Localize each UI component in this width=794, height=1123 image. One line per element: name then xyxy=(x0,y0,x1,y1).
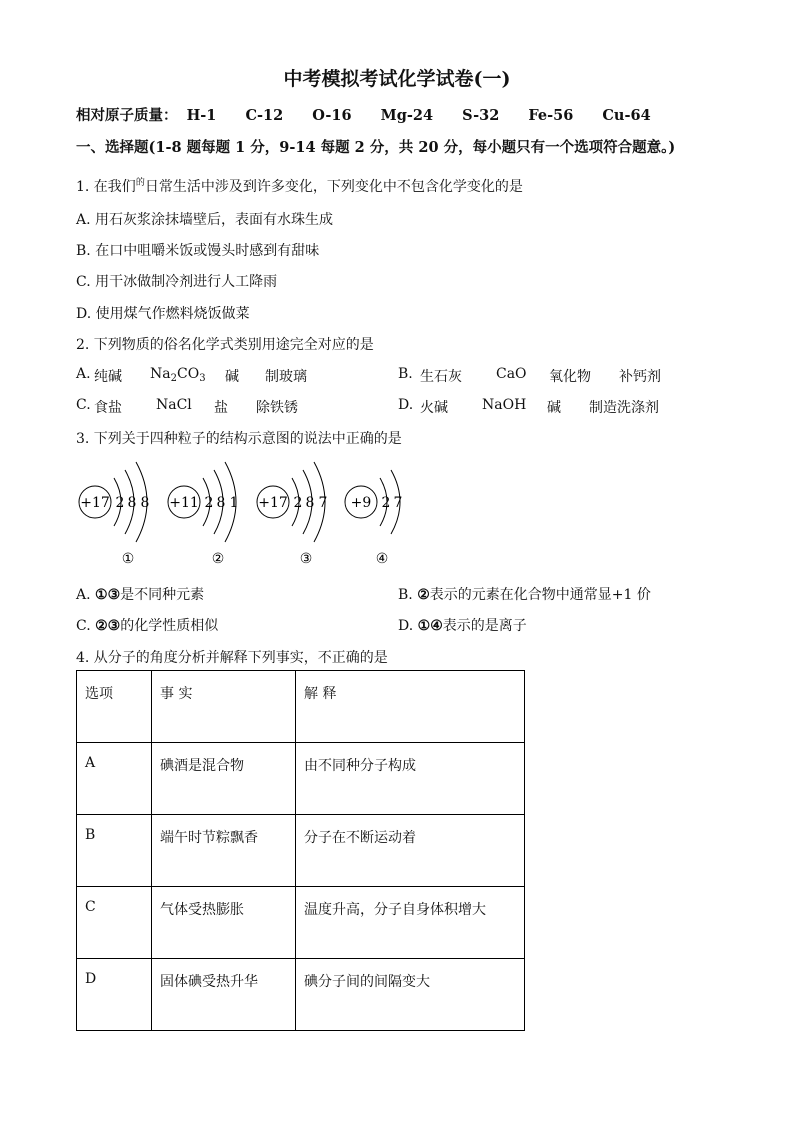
shell-count: 8 xyxy=(216,495,226,511)
atomic-mass-item: Mg-24 xyxy=(380,107,434,124)
shell-count: 7 xyxy=(393,495,403,511)
particle-mark: ① xyxy=(121,551,135,567)
section-heading: 一、选择题(1-8 题每题 1 分，9-14 每题 2 分，共 20 分，每小题只有一个选项符合题意。) xyxy=(76,139,676,156)
nucleus-label: +17 xyxy=(258,495,288,511)
question-1-stem: 1. 在我们$^的$日常生活中涉及到许多变化，下列变化中不包含化学变化的是 xyxy=(76,178,523,195)
q1-option-a: A. 用石灰浆涂抹墙壁后，表面有水珠生成 xyxy=(76,212,334,228)
atomic-mass-item: Fe-56 xyxy=(528,107,574,124)
atomic-mass-item: Cu-64 xyxy=(602,107,651,124)
shell-count: 8 xyxy=(127,495,137,511)
q1-option-c: C. 用干冰做制冷剂进行人工降雨 xyxy=(76,274,278,290)
question-3-stem: 3. 下列关于四种粒子的结构示意图的说法中正确的是 xyxy=(76,431,402,447)
nucleus-label: +17 xyxy=(80,495,110,511)
nucleus-label: +11 xyxy=(169,495,199,511)
question-4-stem: 4. 从分子的角度分析并解释下列事实，不正确的是 xyxy=(76,650,388,666)
q2-option-c: C. 食盐 NaCl 盐 除铁锈 xyxy=(76,397,298,416)
q1-option-b: B. 在口中咀嚼米饭或馒头时感到有甜味 xyxy=(76,243,320,259)
table-cell: A xyxy=(77,743,152,815)
atomic-mass-item: C-12 xyxy=(245,107,284,124)
q3-option-b: B. ②表示的元素在化合物中通常显+1 价 xyxy=(398,587,651,603)
shell-count: 1 xyxy=(229,495,239,511)
table-row xyxy=(77,887,525,959)
table-row xyxy=(77,743,525,815)
q3-option-a: A. ①③是不同种元素 xyxy=(76,587,205,603)
table-row xyxy=(77,815,525,887)
q3-option-c: C. ②③的化学性质相似 xyxy=(76,618,219,634)
table-cell: 固体碘受热升华 xyxy=(152,959,296,1031)
atom-structure-diagrams xyxy=(70,458,430,576)
atomic-mass-label: 相对原子质量： xyxy=(76,107,178,124)
table-cell: 气体受热膨胀 xyxy=(152,887,296,959)
q2-option-d: D. 火碱 NaOH 碱 制造洗涤剂 xyxy=(398,397,659,416)
atomic-mass-item: H-1 xyxy=(186,107,217,124)
atomic-mass-item: O-16 xyxy=(312,107,352,124)
particle-mark: ③ xyxy=(299,551,313,567)
shell-count: 2 xyxy=(115,495,125,511)
atomic-mass-item: S-32 xyxy=(462,107,500,124)
nucleus-label: +9 xyxy=(350,495,372,511)
q1-option-d: D. 使用煤气作燃料烧饭做菜 xyxy=(76,306,250,322)
shell-count: 7 xyxy=(318,495,328,511)
question-2-stem: 2. 下列物质的俗名化学式类别用途完全对应的是 xyxy=(76,337,374,353)
atomic-mass-line xyxy=(76,104,675,125)
table-row xyxy=(77,959,525,1031)
shell-count: 2 xyxy=(293,495,303,511)
stray-char: 的 xyxy=(135,178,145,188)
particle-mark: ④ xyxy=(375,551,389,567)
table-cell: 由不同种分子构成 xyxy=(296,743,525,815)
table-cell: D xyxy=(77,959,152,1031)
shell-count: 2 xyxy=(381,495,391,511)
table-cell: 碘分子间的间隔变大 xyxy=(296,959,525,1031)
table-header-row xyxy=(77,671,525,743)
table-cell: 分子在不断运动着 xyxy=(296,815,525,887)
q2-option-b: B. 生石灰 CaO 氧化物 补钙剂 xyxy=(398,366,661,385)
table-cell: C xyxy=(77,887,152,959)
facts-table xyxy=(76,670,525,1031)
header-cell: 选项 xyxy=(77,671,152,743)
header-cell: 解 释 xyxy=(296,671,525,743)
page-title: 中考模拟考试化学试卷(一) xyxy=(283,68,511,90)
shell-count: 8 xyxy=(305,495,315,511)
q2-option-a: A. 纯碱 $Na_2CO_3$ 碱 制玻璃 xyxy=(76,366,307,385)
table-cell: 温度升高，分子自身体积增大 xyxy=(296,887,525,959)
table-cell: 碘酒是混合物 xyxy=(152,743,296,815)
shell-count: 2 xyxy=(204,495,214,511)
shell-count: 8 xyxy=(140,495,150,511)
particle-mark: ② xyxy=(211,551,225,567)
table-cell: B xyxy=(77,815,152,887)
table-cell: 端午时节粽飘香 xyxy=(152,815,296,887)
q3-option-d: D. ①④表示的是离子 xyxy=(398,618,527,634)
header-cell: 事 实 xyxy=(152,671,296,743)
